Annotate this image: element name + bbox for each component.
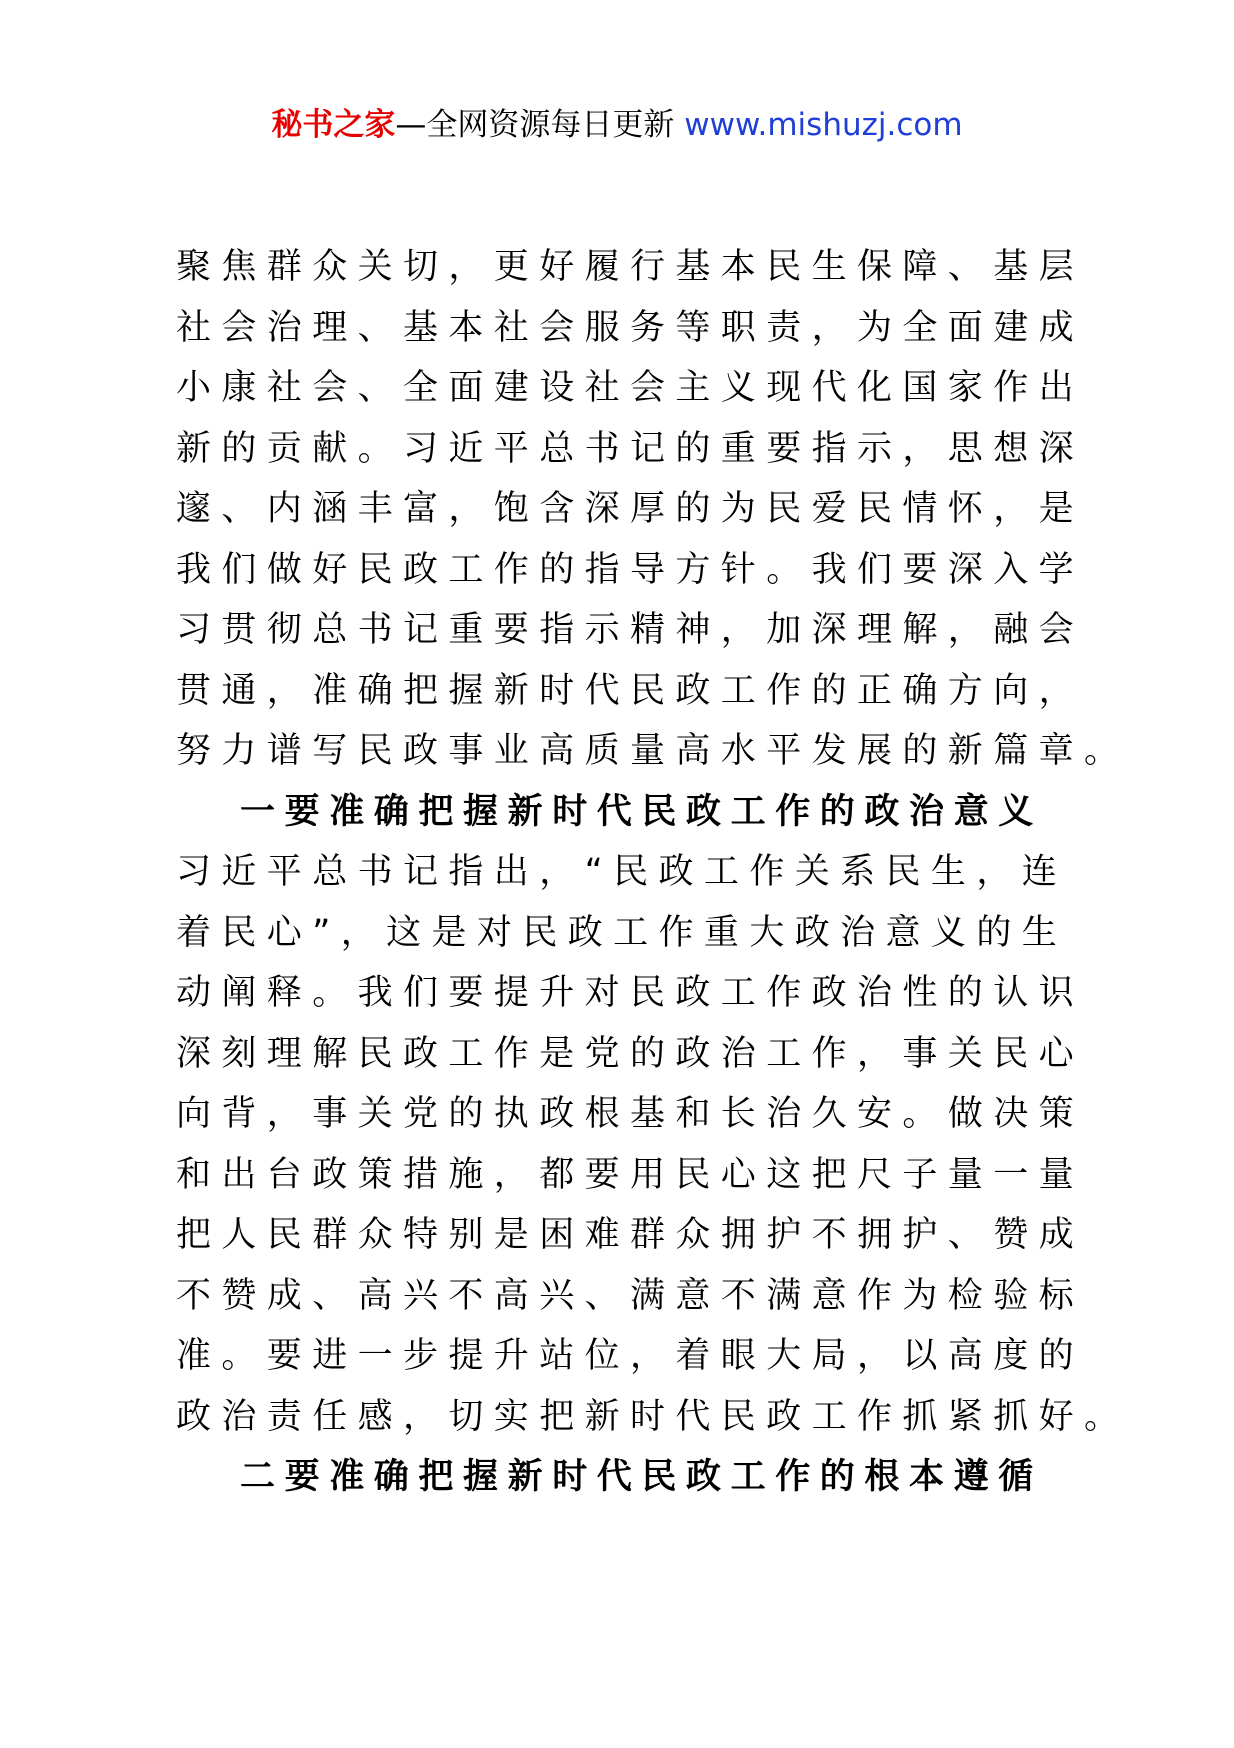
brand-name: 秘书之家 (271, 107, 396, 143)
section-heading: 二要准确把握新时代民政工作的根本遵循 (240, 1457, 1043, 1497)
body-text-line: 政治责任感，切实把新时代民政工作抓紧抓好。 (176, 1396, 1130, 1437)
body-text-line: 不赞成、高兴不高兴、满意不满意作为检验标 (176, 1275, 1085, 1316)
body-text-line: 小康社会、全面建设社会主义现代化国家作出 (176, 368, 1085, 408)
body-text-line: 动阐释。我们要提升对民政工作政治性的认识 (176, 973, 1085, 1013)
body-text-line: 我们做好民政工作的指导方针。我们要深入学 (176, 549, 1085, 590)
body-text-line: 深刻理解民政工作是党的政治工作，事关民心 (176, 1033, 1085, 1074)
body-text-line: 把人民群众特别是困难群众拥护不拥护、赞成 (176, 1215, 1085, 1255)
body-text-line: 聚焦群众关切，更好履行基本民生保障、基层 (176, 247, 1085, 287)
body-text-line: 和出台政策措施，都要用民心这把尺子量一量 (176, 1154, 1085, 1195)
body-text-line: 准。要进一步提升站位，着眼大局，以高度的 (176, 1336, 1085, 1376)
page-header (0, 100, 1234, 150)
header-url-link[interactable]: www.mishuzj.com (684, 107, 963, 143)
body-text-line: 社会治理、基本社会服务等职责，为全面建成 (176, 307, 1085, 348)
header-tagline: —全网资源每日更新 (395, 107, 685, 143)
document-body (176, 237, 1130, 1508)
section-heading: 一要准确把握新时代民政工作的政治意义 (240, 791, 1043, 832)
body-text-line: 习近平总书记指出，“民政工作关系民生，连 (176, 852, 1068, 892)
body-text-line: 向背，事关党的执政根基和长治久安。做决策 (176, 1094, 1085, 1134)
body-text-line: 邃、内涵丰富，饱含深厚的为民爱民情怀，是 (176, 489, 1085, 529)
body-text-line: 新的贡献。习近平总书记的重要指示，思想深 (176, 428, 1085, 469)
body-text-line: 贯通，准确把握新时代民政工作的正确方向， (176, 670, 1085, 711)
body-text-line: 习贯彻总书记重要指示精神，加深理解，融会 (176, 610, 1085, 650)
body-text-line: 努力谱写民政事业高质量高水平发展的新篇章。 (176, 731, 1130, 771)
body-text-line: 着民心”，这是对民政工作重大政治意义的生 (176, 912, 1068, 953)
